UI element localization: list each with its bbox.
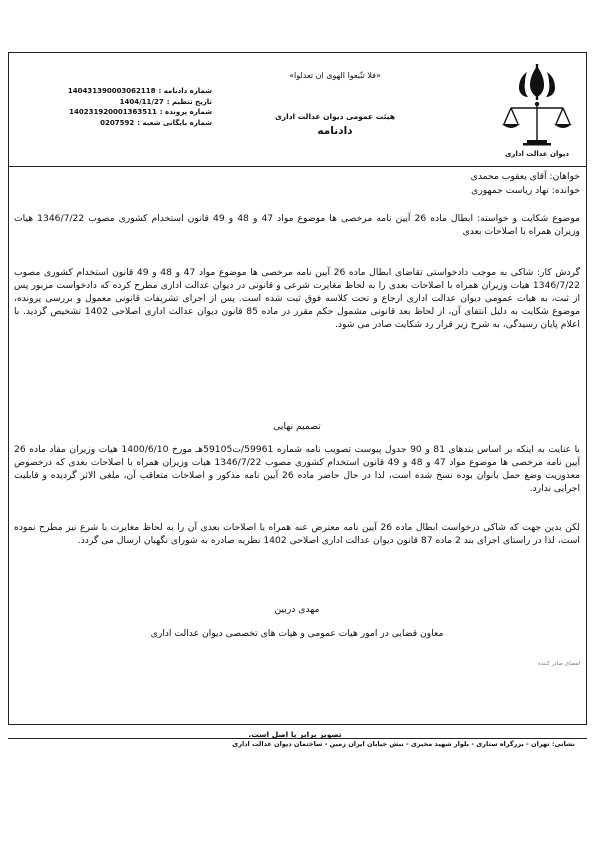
emblem-icon [497,60,577,155]
document-title: دادنامه [317,125,353,137]
signatory-name: مهدی دربین [274,604,320,615]
defendant-line: خوانده: نهاد ریاست جمهوری [471,185,580,196]
header-verse: «فلا تتّبعوا الهوى ان تعدلوا» [289,71,381,80]
signer-label: امضای صادر کننده [538,661,580,667]
meta-row-case-number [52,107,212,118]
meta-value: 1404/11/27 [119,97,164,106]
footer-divider [8,738,587,739]
subject-paragraph: موضوع شکایت و خواسته: ابطال ماده 26 آیین نامه مرخصی ها موضوع مواد 47 و 48 و 49 قانون استخدام کشوری مصوب 1346/7/22 هیات وزیران همراه با اصلاحات بعدی [14,213,580,237]
meta-label: شماره پرونده : [159,108,212,116]
panel-name: هیئت عمومی دیوان عدالت اداری [274,112,396,121]
meta-label: شماره دادنامه : [158,87,212,95]
meta-label: تاریخ تنظیم : [166,97,212,106]
decision-heading: تصمیم نهایی [273,421,321,432]
meta-row-verdict-number [52,86,212,97]
meta-row-date [52,97,212,108]
court-name: دیوان عدالت اداری [505,150,569,158]
document-meta [52,86,212,128]
meta-value: 140431390003062118 [67,87,156,95]
proceedings-paragraph: گردش کار: شاکی به موجب دادخواستی تقاضای ابطال ماده 26 آیین نامه مرخصی ها موضوع مواد 47 و 48 و 49 قانون استخدام کشوری مصوب 1346/7/22 هیات وزیران همراه با اصلاحات بعدی را به لحاظ مغایرت شرعی و قانونی در دیوان عدالت اداری مطرح کرده که دادخواست مزبور پس از ثبت، به هیات عمومی دیوان عدالت اداری ارجاع و تحت کلاسه فوق ثبت شده است. پس از اجرای تشریفات قانونی معمول و بررسی پرونده، موضوع شکایت به دلیل انتفای آن، از لحاظ بعد قانونی مشمول حکم مقرر در ماده 85 قانون دیوان عدالت اداری اصلاحی 1402 تشخیص گردید. با اعلام پایان رسیدگی، به شرح زیر قرار رد شکایت صادر می شود. [14,267,581,330]
meta-value: 0207592 [100,118,135,127]
decision-paragraph-2: لکن بدین جهت که شاکی درخواست ابطال ماده 26 آیین نامه معترض عنه همراه با اصلاحات بعدی آن را به لحاظ مغایرت با شرع نیز مطرح نموده است، لذا در راستای اجرای بند 2 ماده 87 قانون دیوان عدالت اداری اصلاحی 1402 نظریه صادره به شورای نگهبان ارسال می گردد. [14,522,580,546]
meta-label: شماره بایگانی شعبه : [137,118,212,127]
header-divider [8,166,587,167]
certified-copy-note: تصویر برابر با اصل است. [248,730,342,739]
plaintiff-line: خواهان: آقای یعقوب محمدی [470,171,580,182]
signatory-title: معاون قضایی در امور هیات عمومی و هیات های تخصصی دیوان عدالت اداری [150,628,444,639]
decision-paragraph-1: با عنایت به اینکه بر اساس بندهای 81 و 90 جدول پیوست تصویب نامه شماره 59961/ت59105هـ مورخ 1400/6/10 هیات وزیران مفاد ماده 26 آیین نامه مرخصی ها موضوع مواد 47 و 48 و 49 قانون استخدام کشوری مصوب 1346/7/22 هیات وزیران همراه با اصلاحات بعدی که درخصوص معذوریت وضع حمل بانوان بوده نسخ شده است، لذا در حال حاضر ماده 26 آیین نامه مذکور و اصلاحات متعاقب آن، ملغی الاثر گردیده و قابلیت اجرایی ندارد. [14,444,581,494]
meta-value: 140231920001363511 [69,108,157,116]
footer-address: نشانی: تهران - بزرگراه ستاری - بلوار شهید مخبری - نبش خیابان ایران زمین - ساختمان دیوان عدالت اداری [232,740,575,748]
meta-row-archive-number [52,118,212,129]
